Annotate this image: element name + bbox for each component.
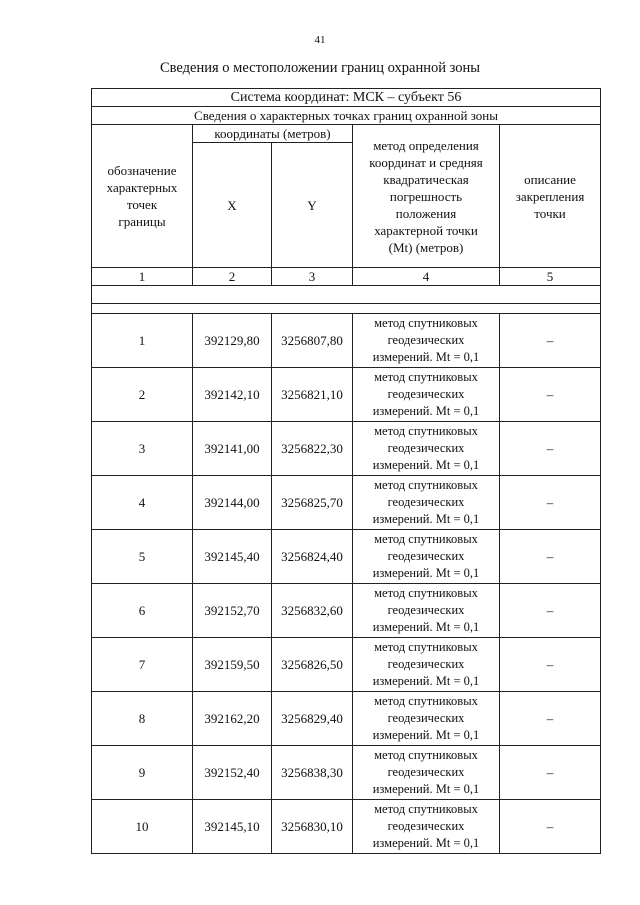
method-cell [353, 638, 500, 692]
header-line: характерной точки [374, 222, 478, 238]
column-numbers-row [92, 268, 601, 286]
column-number: 5 [500, 268, 601, 286]
header-line: координат и средняя [369, 154, 483, 170]
coord-system-cell: Система координат: МСК – субъект 56 [92, 89, 601, 107]
fixing-description: – [500, 422, 601, 476]
header-line: квадратическая [383, 171, 469, 187]
point-number: 7 [92, 638, 193, 692]
column-number: 2 [193, 268, 272, 286]
header-line: метод определения [373, 137, 479, 153]
column-number: 1 [92, 268, 193, 286]
table-row [92, 692, 601, 746]
coord-y: 3256838,30 [272, 746, 353, 800]
method-line: измерений. Mt = 0,1 [372, 404, 480, 418]
blank-cell [92, 304, 601, 314]
method-line: геодезических [387, 333, 465, 347]
method-cell [353, 476, 500, 530]
method-line: геодезических [387, 387, 465, 401]
method-line: геодезических [387, 549, 465, 563]
header-line: закрепления [515, 188, 585, 204]
table-row [92, 422, 601, 476]
coord-y: 3256821,10 [272, 368, 353, 422]
coord-y: 3256829,40 [272, 692, 353, 746]
section-title-cell: Сведения о характерных точках границ охранной зоны [92, 107, 601, 125]
header-line: точки [534, 205, 566, 221]
method-line: измерений. Mt = 0,1 [372, 512, 480, 526]
point-number: 8 [92, 692, 193, 746]
point-number: 4 [92, 476, 193, 530]
method-cell [353, 422, 500, 476]
blank-cell [92, 286, 601, 304]
header-line: положения [395, 205, 457, 221]
point-number: 1 [92, 314, 193, 368]
table-row [92, 638, 601, 692]
fixing-description: – [500, 800, 601, 854]
header-line: границы [118, 214, 166, 229]
table-row [92, 800, 601, 854]
coord-x: 392129,80 [193, 314, 272, 368]
table-row [92, 368, 601, 422]
method-line: измерений. Mt = 0,1 [372, 458, 480, 472]
fixing-description: – [500, 476, 601, 530]
coord-x: 392144,00 [193, 476, 272, 530]
method-line: измерений. Mt = 0,1 [372, 566, 480, 580]
coord-y: 3256832,60 [272, 584, 353, 638]
coord-x: 392142,10 [193, 368, 272, 422]
column-number: 3 [272, 268, 353, 286]
header-x: X [193, 143, 272, 268]
fixing-description: – [500, 368, 601, 422]
header-line: (Mt) (метров) [388, 239, 464, 255]
coord-y: 3256822,30 [272, 422, 353, 476]
coord-y: 3256807,80 [272, 314, 353, 368]
document-title: Сведения о местоположении границ охранной зоны [159, 60, 480, 76]
point-number: 10 [92, 800, 193, 854]
header-line: обозначение [107, 163, 177, 178]
fixing-description: – [500, 692, 601, 746]
header-row [92, 125, 601, 143]
coord-y: 3256826,50 [272, 638, 353, 692]
method-cell [353, 584, 500, 638]
method-line: метод спутниковых [374, 748, 478, 762]
column-number: 4 [353, 268, 500, 286]
method-line: геодезических [387, 495, 465, 509]
table-row [92, 584, 601, 638]
coord-y: 3256824,40 [272, 530, 353, 584]
method-cell [353, 746, 500, 800]
fixing-description: – [500, 314, 601, 368]
method-cell [353, 368, 500, 422]
method-line: метод спутниковых [374, 802, 478, 816]
header-point-designation [92, 125, 193, 268]
fixing-description: – [500, 638, 601, 692]
point-number: 3 [92, 422, 193, 476]
method-line: измерений. Mt = 0,1 [372, 728, 480, 742]
table-row [92, 476, 601, 530]
method-line: геодезических [387, 441, 465, 455]
blank-row [92, 304, 601, 314]
table-row [92, 746, 601, 800]
method-line: измерений. Mt = 0,1 [372, 350, 480, 364]
method-line: измерений. Mt = 0,1 [372, 674, 480, 688]
point-number: 6 [92, 584, 193, 638]
fixing-description: – [500, 530, 601, 584]
coord-x: 392152,40 [193, 746, 272, 800]
point-number: 5 [92, 530, 193, 584]
method-line: метод спутниковых [374, 532, 478, 546]
blank-row [92, 286, 601, 304]
coord-x: 392141,00 [193, 422, 272, 476]
method-line: метод спутниковых [374, 478, 478, 492]
method-cell [353, 530, 500, 584]
point-number: 9 [92, 746, 193, 800]
method-line: метод спутниковых [374, 640, 478, 654]
method-line: метод спутниковых [374, 694, 478, 708]
fixing-description: – [500, 584, 601, 638]
header-coordinates-group: координаты (метров) [193, 125, 353, 143]
coord-x: 392159,50 [193, 638, 272, 692]
method-line: геодезических [387, 711, 465, 725]
method-line: метод спутниковых [374, 370, 478, 384]
method-line: измерений. Mt = 0,1 [372, 836, 480, 850]
method-line: геодезических [387, 657, 465, 671]
header-line: погрешность [389, 188, 463, 204]
header-line: точек [126, 197, 158, 212]
coordinates-table [91, 88, 601, 854]
header-line: описание [524, 171, 576, 187]
fixing-description: – [500, 746, 601, 800]
method-line: геодезических [387, 819, 465, 833]
section-title-row [92, 107, 601, 125]
point-number: 2 [92, 368, 193, 422]
method-cell [353, 314, 500, 368]
coord-system-row [92, 89, 601, 107]
coord-x: 392145,40 [193, 530, 272, 584]
coord-x: 392152,70 [193, 584, 272, 638]
coord-x: 392145,10 [193, 800, 272, 854]
header-method [353, 125, 500, 268]
method-line: метод спутниковых [374, 586, 478, 600]
method-cell [353, 800, 500, 854]
table-row [92, 314, 601, 368]
coord-x: 392162,20 [193, 692, 272, 746]
coord-y: 3256830,10 [272, 800, 353, 854]
table-row [92, 530, 601, 584]
method-line: измерений. Mt = 0,1 [372, 782, 480, 796]
header-y: Y [272, 143, 353, 268]
method-cell [353, 692, 500, 746]
header-description [500, 125, 601, 268]
method-line: геодезических [387, 603, 465, 617]
coord-y: 3256825,70 [272, 476, 353, 530]
method-line: геодезических [387, 765, 465, 779]
method-line: измерений. Mt = 0,1 [372, 620, 480, 634]
method-line: метод спутниковых [374, 424, 478, 438]
header-line: характерных [106, 180, 178, 195]
method-line: метод спутниковых [374, 316, 478, 330]
page-number: 41 [314, 34, 326, 46]
